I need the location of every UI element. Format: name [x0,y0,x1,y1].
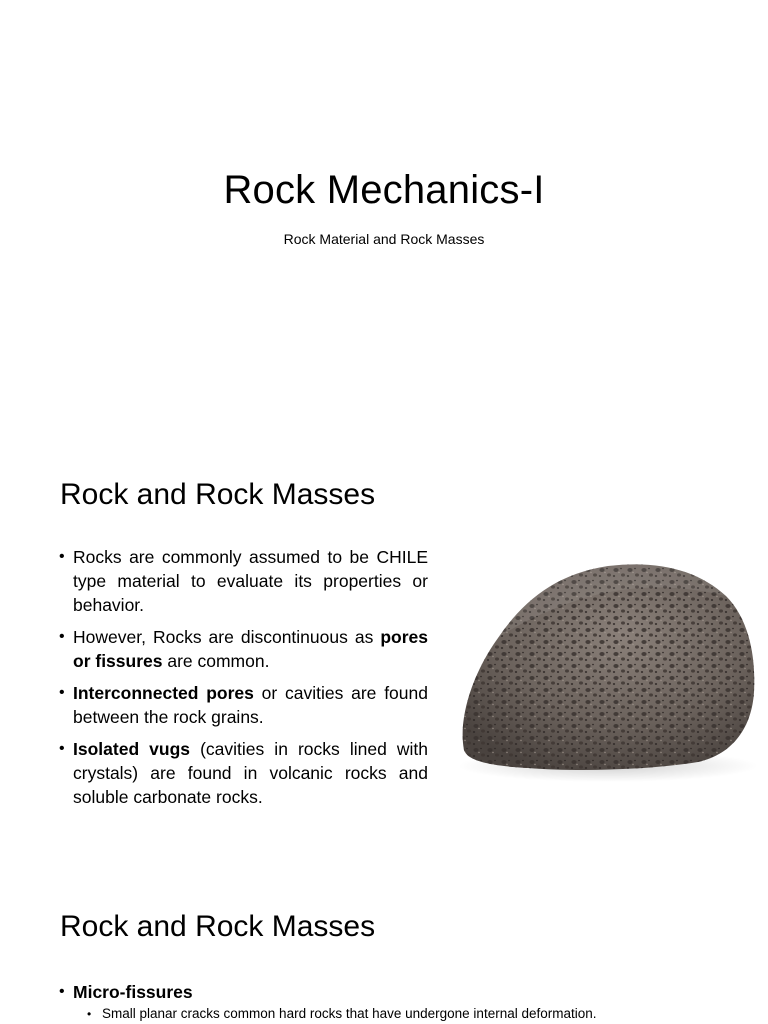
bullet-item [60,681,428,729]
bullet-dot-icon: • [59,684,65,701]
bullet-list [60,980,760,1024]
sub-bullet-item [87,1004,760,1024]
bullet-dot-icon: • [59,628,65,645]
bullet-dot-icon: • [59,983,65,1000]
bullet-text: or cavities are found between the rock grains. [73,683,428,727]
bullet-dot-icon: • [87,1007,92,1021]
bullet-item [60,980,760,1024]
slide-heading: Rock and Rock Masses [60,910,376,943]
bullet-dot-icon: • [59,740,65,757]
bullet-bold-term: Interconnected pores [73,683,254,703]
presentation-subtitle: Rock Material and Rock Masses [283,231,485,247]
bullet-list [60,545,428,817]
slide-heading: Rock and Rock Masses [60,478,376,511]
bullet-text: Rocks are commonly assumed to be CHILE type material to evaluate its properties or behavior. [73,547,428,615]
sub-bullet-text: Small planar cracks common hard rocks that have undergone internal deformation. [102,1006,597,1021]
bullet-item [60,545,428,617]
bullet-text: (cavities in rocks lined with crystals) are found in volcanic rocks and soluble carbonate rocks. [73,739,428,807]
bullet-prefix: However, Rocks are discontinuous as [73,627,381,647]
title-slide [0,0,768,432]
bullet-bold-term: Isolated vugs [73,739,191,759]
presentation-title: Rock Mechanics-I [223,168,545,212]
content-slide-rock-masses [0,432,768,864]
bullet-bold-term: Micro-fissures [73,982,193,1002]
content-slide-micro-fissures [0,864,768,1024]
bullet-dot-icon: • [59,548,65,565]
bullet-item [60,737,428,809]
sub-bullet-list [73,1004,760,1024]
porous-rock-image [458,554,758,784]
bullet-bold-term: pores or fissures [73,627,428,671]
bullet-text: are common. [162,651,270,671]
bullet-item [60,625,428,673]
